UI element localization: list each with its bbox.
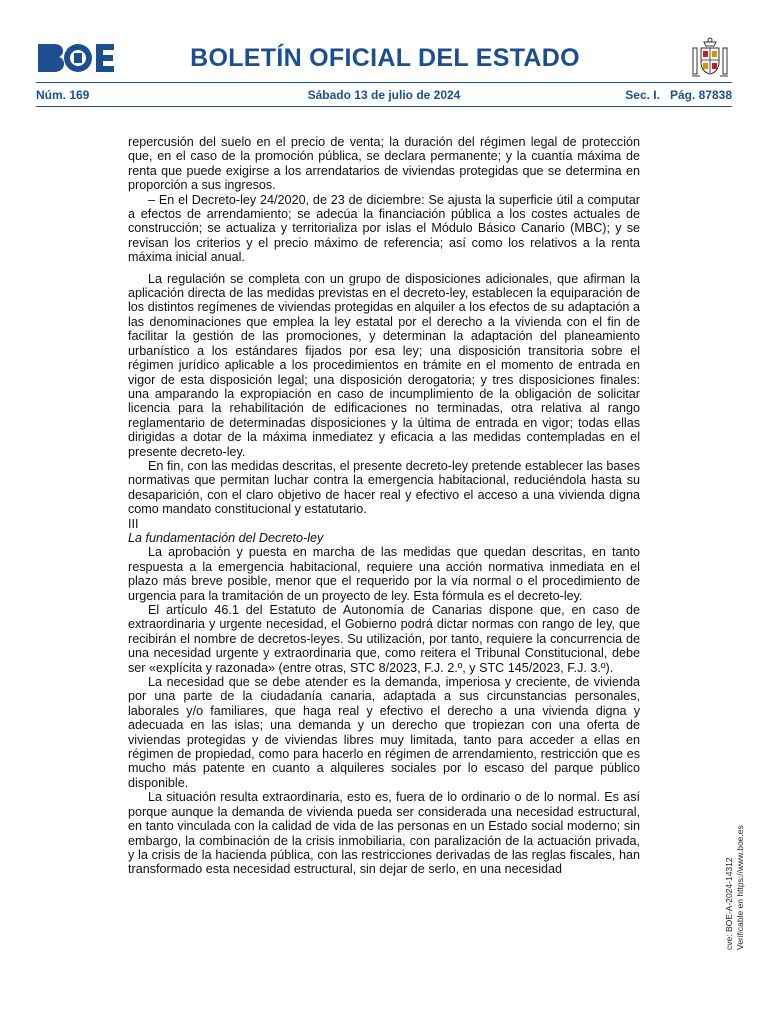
- verification-margin: [724, 825, 745, 950]
- coat-of-arms-icon: [690, 36, 730, 80]
- section-number: III: [128, 516, 139, 531]
- document-body: [128, 135, 640, 877]
- page-header: [0, 0, 768, 110]
- paragraph: En fin, con las medidas descritas, el presente decreto-ley pretende establecer las bases normativas que permitan luchar contra la emergencia habitacional, reduciéndola hasta su desaparición, con el claro objetivo de hacer real y efectivo el acceso a una vivienda digna como mandato constitucional y estatutario.: [128, 458, 640, 517]
- page-title: BOLETÍN OFICIAL DEL ESTADO: [190, 44, 580, 72]
- section-page: Sec. I. Pág. 87838: [625, 88, 732, 102]
- section-title: La fundamentación del Decreto-ley: [128, 530, 324, 545]
- paragraph: repercusión del suelo en el precio de venta; la duración del régimen legal de protección que, en el caso de la promoción pública, se declara permanente; y la cuantía máxima de renta que puede exigirse a los arrendatarios de viviendas protegidas que se determina en proporción a sus ingresos.: [128, 135, 640, 193]
- cve-code: cve: BOE-A-2024-14312: [724, 857, 734, 950]
- paragraph: La necesidad que se debe atender es la demanda, imperiosa y creciente, de vivienda por una parte de la ciudadanía canaria, adaptada a sus circunstancias personales, laborales y/o familiares, que haga real y efectivo el derecho a una vivienda digna y adecuada en las islas; una demanda y un derecho que tropiezan con una oferta de viviendas protegidas y de viviendas libres muy limitada, tanto para acceder a ellas en régimen de propiedad, como para hacerlo en régimen de arrendamiento, restricción que es mucho más patente en cuanto a alquileres sociales por lo escaso del parque público disponible.: [128, 675, 640, 790]
- verification-link[interactable]: Verificable en https://www.boe.es: [734, 825, 745, 950]
- issue-date: Sábado 13 de julio de 2024: [307, 88, 461, 102]
- paragraph: La situación resulta extraordinaria, esto es, fuera de lo ordinario o de lo normal. Es así porque aunque la demanda de vivienda pueda ser considerada una necesidad estructural, en tanto vinculada con la calidad de vida de las personas en un Estado social moderno; sin embargo, la combinación de la crisis inmobiliaria, con paralización de la actuación privada, y la crisis de la hacienda pública, con las restricciones derivadas de las reglas fiscales, han transformado esta necesidad estructural, sin dejar de serlo, en una necesidad: [128, 790, 640, 877]
- header-rule-top: [36, 82, 732, 83]
- paragraph: El artículo 46.1 del Estatuto de Autonomía de Canarias dispone que, en caso de extraordinaria y urgente necesidad, el Gobierno podrá dictar normas con rango de ley, que recibirán el nombre de decretos-leyes. Su utilización, por tanto, requiere la concurrencia de una necesidad urgente y extraordinaria que, como reitera el Tribunal Constitucional, debe ser «explícita y razonada» (entre otras, STC 8/2023, F.J. 2.º, y STC 145/2023, F.J. 3.º).: [128, 603, 640, 675]
- header-rule-bottom: [36, 106, 732, 107]
- paragraph: La regulación se completa con un grupo de disposiciones adicionales, que afirman la aplicación directa de las medidas previstas en el decreto-ley, establecen la equiparación de los distintos regímenes de viviendas protegidas en alquiler a los efectos de su adaptación a las denominaciones que emplea la ley estatal por el derecho a la vivienda con el fin de facilitar la gestión de las promociones, y determinan la adaptación del planeamiento urbanístico a los estándares fijados por esa ley; una disposición transitoria sobre el régimen jurídico aplicable a los procedimientos en trámite en el momento de entrada en vigor de esta disposición legal; una disposición derogatoria; y tres disposiciones finales: una amparando la expropiación en caso de incumplimiento de la obligación de solicitar licencia para la rehabilitación de edificaciones no terminadas, otra relativa al rango reglamentario de determinadas disposiciones y la última de entrada en vigor; todas ellas dirigidas a dotar de la máxima inmediatez y eficacia a las medidas contempladas en el presente decreto-ley.: [128, 271, 640, 459]
- paragraph: – En el Decreto-ley 24/2020, de 23 de diciembre: Se ajusta la superficie útil a computar a efectos de arrendamiento; se adecúa la financiación pública a los costes actuales de construcción; se actualiza y territorializa por islas el Módulo Básico Canario (MBC); y se revisan los criterios y el precio máximo de referencia; así como los relativos a la renta máxima inicial anual.: [128, 192, 640, 265]
- issue-number: Núm. 169: [36, 88, 90, 102]
- boe-logo: [36, 42, 116, 74]
- paragraph: La aprobación y puesta en marcha de las medidas que quedan descritas, en tanto respuesta a la emergencia habitacional, requiere una acción normativa inmediata en el plazo más breve posible, menor que el requerido por la vía normal o el procedimiento de urgencia para la tramitación de un proyecto de ley. Esta fórmula es el decreto-ley.: [128, 545, 640, 603]
